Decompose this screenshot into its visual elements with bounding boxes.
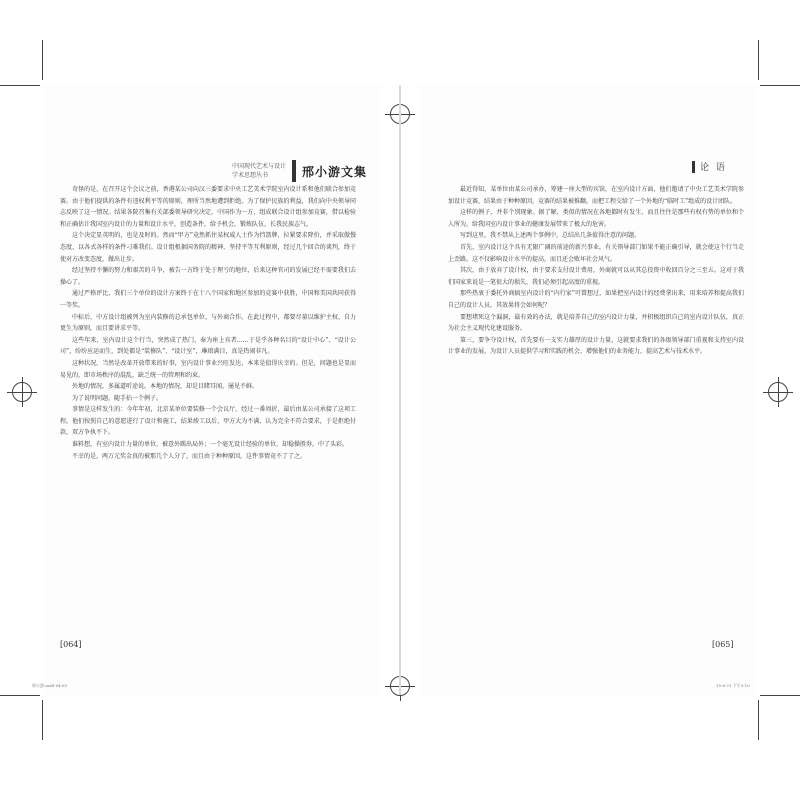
print-slug-right: 15-6-21 下午3:10 — [716, 683, 750, 688]
right-text-column — [448, 184, 744, 358]
body-paragraph: 经过坚持不懈的努力和艰苦的斗争，被告一方终于处于理亏的地位，后来这种官司的发展已经不需要我们去操心了。 — [60, 267, 356, 286]
body-paragraph: 奇怪的是，在召开这个会议之前，香港某公司向汉三委要求中央工艺美术学院室内设计系和他们联合参加竞赛。由于他们提供的条件有违权利平等的原则，理所当然地遭到拒绝。为了保护民族的利益，我们向中央领导同志反映了这一情况。结果各院召集有关部委领导研究决定，中国作为一方，组成联合设计组参加竞赛，借以检验和正确估计我国室内设计的力量和设计水平，创造条件，给予机会，锻炼队伍，长我民族志气。 — [60, 186, 356, 228]
book-gutter — [399, 85, 401, 695]
body-paragraph: 外地的情况，多属道听途说。本地的情况，却是目睹耳闻，屡见不鲜。 — [72, 383, 259, 391]
body-paragraph: 要想堵死这个漏洞，最有效的办法，就是培养自己的室内设计力量，并积极组织自己的室内设计队伍，真正为社会主义现代化建设服务。 — [448, 313, 744, 333]
series-line-1: 中国现代艺术与设计 — [232, 163, 287, 170]
crop-mark — [0, 695, 40, 696]
crop-mark — [760, 695, 800, 696]
registration-mark-icon — [768, 382, 788, 402]
page-number-left: [064] — [60, 640, 82, 649]
body-paragraph: 通过严格评比，我们三个单位的设计方案终于在十八个国家和地区参加的竞赛中获胜，中国和美国共同获得一等奖。 — [60, 290, 356, 309]
body-paragraph: 其次，由于放弃了设计权，由于要求支付设计费用，外商就可以从其总投资中收回百分之三至五。这对于我们国家来说是一笔很大的损失，我们必须引起高度的重视。 — [448, 267, 744, 286]
crop-mark — [758, 40, 759, 80]
body-paragraph: 第三，要争夺设计权，首先要有一支实力雄厚的设计力量，这就要求我们的各级领导部门重视和支持室内设计事业的发展，为设计人员提供学习和实践的机会，增强他们的业务能力，提高艺术与技术水平。 — [448, 336, 744, 356]
body-paragraph: 谁料想，有室内设计力量的单位，被意外踢出局外；一个毫无设计经验的单位，却稳操胜券，中了头彩。 — [72, 441, 349, 449]
header-divider — [692, 161, 695, 173]
book-title: 邢小游文集 — [302, 164, 368, 179]
body-paragraph: 这些年来，室内设计这个行当，突然成了热门，奉为座上宾者……于是乎各种名目的“设计中心”、“设计公司”，纷纷应运而生，到处都是“装修队”、“设计室”，琳琅满目，真是热闹非凡。 — [60, 336, 356, 356]
crop-mark — [758, 700, 759, 740]
body-paragraph: 中标后，中方设计组被列为室内装修的总承包单位，与外商合作。在此过程中，都要尽量以维护主权、自力更生为原则，而且要讲求平等。 — [60, 313, 356, 333]
crop-mark — [0, 85, 40, 86]
series-title — [232, 162, 286, 180]
registration-mark-icon — [12, 382, 32, 402]
section-tag: 论 语 — [700, 163, 727, 173]
body-paragraph: 这个决定显英明的，也是及时的。然而“甲方”竟然抓住某权威人士作为挡箭牌，拉紧要求降价，并采取傲慢态度，以各式各样的条件刁难我们。设计组根据国务院的精神，坚持平等互利原则，经过几个回合的谈判，终于使对方改变态度，做出让步。 — [60, 232, 356, 263]
body-paragraph: 为了说明问题，随手拈一个例子。 — [72, 394, 163, 402]
body-paragraph: 这种状况，当然是改革开放带来的好事，室内设计事业兴旺发达，本来是值得庆幸的。但是，问题也是显而易见的，即市场秩序的混乱，缺乏统一的管理和约束。 — [60, 359, 356, 379]
crop-mark — [760, 85, 800, 86]
left-text-column — [60, 184, 356, 462]
body-paragraph: 最近得知，某单位由某公司承办，筹建一座大型的宾馆，在室内设计方面，他们邀请了中央工艺美术学院参加设计竞赛，结果由于种种原因，竞赛的结果被推翻，而把工程交给了一个外地的“临时工”组成的设计团队。 — [448, 186, 744, 205]
header-divider — [292, 160, 296, 182]
left-running-header — [232, 160, 367, 182]
print-slug-left: 邢小游.indd 64-65 — [32, 683, 68, 688]
body-paragraph: 首先，室内设计这个具有无限广阔的前途的新兴事业，有关领导部门如果不能正确引导，就会使这个行当走上歪路。这不仅影响设计水平的提高，而且还会败坏社会风气。 — [448, 243, 744, 263]
series-line-2: 学术思想丛书 — [232, 172, 269, 179]
body-paragraph: 这样的例子，并非个别现象。据了解，类似的情况在各地都时有发生，而且往往是那些有权有势的单位和个人所为，给我国室内设计事业的健康发展带来了极大的危害。 — [448, 209, 744, 228]
right-page — [418, 85, 758, 695]
page-number-right: [065] — [712, 640, 734, 649]
body-paragraph: 不幸的是，两万元奖金真的被那几个人分了，而且由于种种原因，这件事情竟不了了之。 — [72, 452, 307, 460]
body-paragraph: 写到这里，我不禁从上述两个事例中，总结出几条值得注意的问题。 — [460, 232, 641, 240]
body-paragraph: 那些热衷于委托外商搞室内设计的“内行家”可曾想过，如果把室内设计的经费拿出来，用来培养和提高我们自己的设计人员，其效果将会如何呢？ — [448, 290, 744, 309]
crop-mark — [42, 700, 43, 740]
body-paragraph: 事情是这样发生的：今年年初，北京某单位要装修一个会议厅，经过一番周折，最后由某公司承接了这项工程。他们按照自己的意愿进行了设计和施工，结果竣工以后，甲方大为不满，认为完全不符合要求，于是拒绝付款，双方争执不下。 — [60, 406, 356, 437]
right-running-header — [692, 160, 727, 173]
crop-mark — [42, 40, 43, 80]
